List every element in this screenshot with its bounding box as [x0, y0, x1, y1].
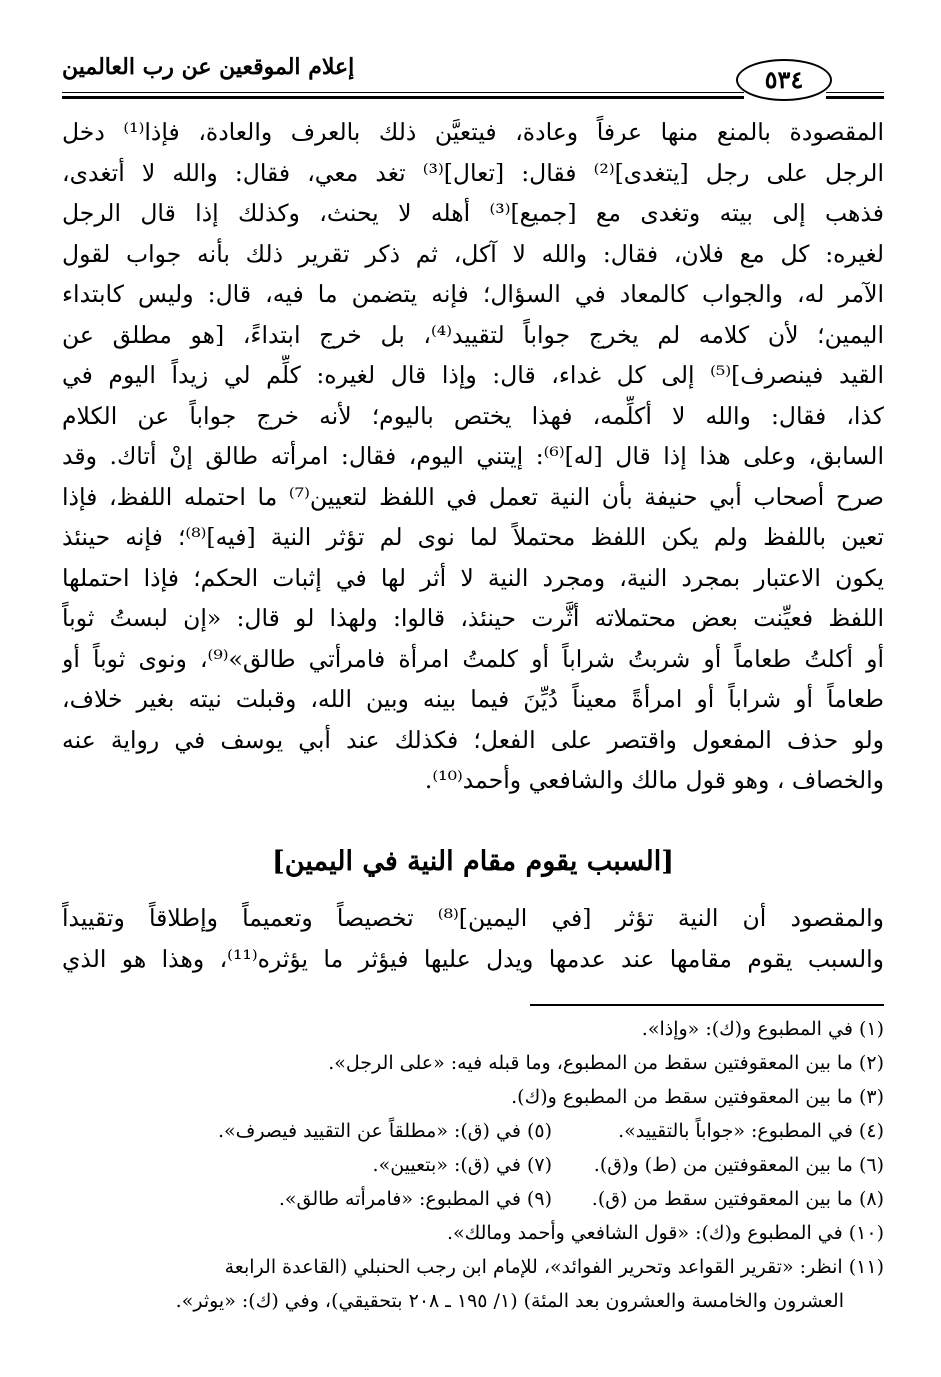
header-rule — [62, 92, 744, 93]
running-title: إعلام الموقعين عن رب العالمين — [62, 54, 355, 80]
main-text — [62, 112, 884, 801]
footnote: (٢) ما بين المعقوفتين سقط من المطبوع، وما قبله فيه: «على الرجل». — [328, 1052, 884, 1074]
footnote-row — [62, 1114, 884, 1148]
page-number-frame — [736, 59, 832, 101]
text-line: المقصودة بالمنع منها عرفاً وعادة، فيتعيَّن ذلك بالعرف والعادة، فإذا⁽¹⁾ دخل — [62, 118, 884, 146]
section-heading: [السبب يقوم مقام النية في اليمين] — [271, 846, 675, 877]
footnote-row — [62, 1182, 884, 1216]
header-rule — [62, 96, 744, 99]
text-line: الآمر له، والجواب كالمعاد في السؤال؛ فإنه يتضمن ما فيه، قال: وليس كابتداء — [62, 280, 884, 308]
text-line: أو أكلتُ طعاماً أو شربتُ شراباً أو كلمتُ امرأة فامرأتي طالق»⁽⁹⁾، ونوى ثوباً أو — [62, 644, 884, 673]
footnote: (١١) انظر: «تقرير القواعد وتحرير الفوائد»، للإمام ابن رجب الحنبلي (القاعدة الرابعة — [224, 1256, 884, 1278]
main-text-continued — [62, 898, 884, 979]
footnote: (١٠) في المطبوع و(ك): «قول الشافعي وأحمد ومالك». — [446, 1222, 884, 1244]
footnote-row — [62, 1148, 884, 1182]
text-line: فذهب إلى بيته وتغدى مع [جميع]⁽³⁾ أهله لا يحنث، وكذلك إذا قال الرجل — [62, 199, 884, 227]
text-line: تعين باللفظ ولم يكن اللفظ محتملاً لما نوى لم تؤثر النية [فيه]⁽⁸⁾؛ فإنه حينئذ — [62, 523, 884, 551]
text-line: ولو حذف المفعول واقتصر على الفعل؛ فكذلك عند أبي يوسف في رواية عنه — [62, 725, 884, 754]
footnote: (٣) ما بين المعقوفتين سقط من المطبوع و(ك). — [511, 1086, 884, 1108]
text-line: صرح أصحاب أبي حنيفة بأن النية تعمل في اللفظ لتعيين⁽⁷⁾ ما احتمله اللفظ، فإذا — [62, 482, 884, 511]
text-line: يكون الاعتبار بمجرد النية، ومجرد النية لا أثر لها في إثبات الحكم؛ فإذا احتملها — [62, 563, 884, 592]
page-number: ٥٣٤ — [764, 65, 804, 94]
text-line: والخصاف ، وهو قول مالك والشافعي وأحمد⁽¹⁰⁾. — [424, 766, 884, 794]
footnote: (٧) في (ق): «بتعيين». — [372, 1154, 552, 1176]
footnote: (٥) في (ق): «مطلقاً عن التقييد فيصرف». — [217, 1120, 552, 1142]
footnote: (٦) ما بين المعقوفتين من (ط) و(ق). — [593, 1154, 884, 1176]
text-line: اليمين؛ لأن كلامه لم يخرج جواباً لتقييد⁽⁴⁾، بل خرج ابتداءً، [هو مطلق عن — [62, 320, 884, 349]
footnote: (٨) ما بين المعقوفتين سقط من (ق). — [591, 1188, 884, 1210]
footnotes — [62, 1012, 884, 1318]
text-line: اللفظ فعيِّنت بعض محتملاته أثَّرت حينئذ، قالوا: ولهذا لو قال: «إن لبستُ ثوباً — [62, 604, 884, 632]
footnote: (٩) في المطبوع: «فامرأته طالق». — [278, 1188, 552, 1210]
page-header — [0, 0, 941, 110]
header-rule — [826, 96, 884, 99]
footnote-continuation: العشرون والخامسة والعشرون بعد المئة) (١/ ١٩٥ ـ ٢٠٨ بتحقيقي)، وفي (ك): «يوثر». — [175, 1290, 844, 1312]
footnote: (١) في المطبوع و(ك): «وإذا». — [641, 1018, 884, 1040]
footnote: (٤) في المطبوع: «جواباً بالتقييد». — [618, 1120, 884, 1142]
text-line: كذا، فقال: والله لا أكلِّمه، فهذا يختص باليوم؛ لأنه خرج جواباً عن الكلام — [62, 401, 884, 430]
text-line: السابق، وعلى هذا إذا قال [له]⁽⁶⁾: إيتني اليوم، فقال: امرأته طالق إنْ أتاك. وقد — [62, 442, 884, 470]
text-line: القيد فينصرف]⁽⁵⁾ إلى كل غداء، قال: وإذا قال لغيره: كلِّم لي زيداً اليوم في — [62, 361, 884, 389]
footnote-separator — [530, 1004, 884, 1006]
text-line: والسبب يقوم مقامها عند عدمها ويدل عليها فيؤثر ما يؤثره⁽¹¹⁾، وهذا هو الذي — [62, 944, 884, 973]
header-rule — [826, 92, 884, 93]
text-line: طعاماً أو شراباً أو امرأةً معيناً دُيِّنَ فيما بينه وبين الله، وقبلت نيته بغير خلاف، — [62, 685, 884, 713]
text-line: الرجل على رجل [يتغدى]⁽²⁾ فقال: [تعال]⁽³⁾ تغد معي، فقال: والله لا أتغدى، — [62, 158, 884, 187]
text-line: والمقصود أن النية تؤثر [في اليمين]⁽⁸⁾ تخصيصاً وتعميماً وإطلاقاً وتقييداً — [62, 904, 884, 932]
text-line: لغيره: كل مع فلان، فقال: والله لا آكل، ثم ذكر تقرير ذلك بأنه جواب لقول — [62, 239, 884, 268]
